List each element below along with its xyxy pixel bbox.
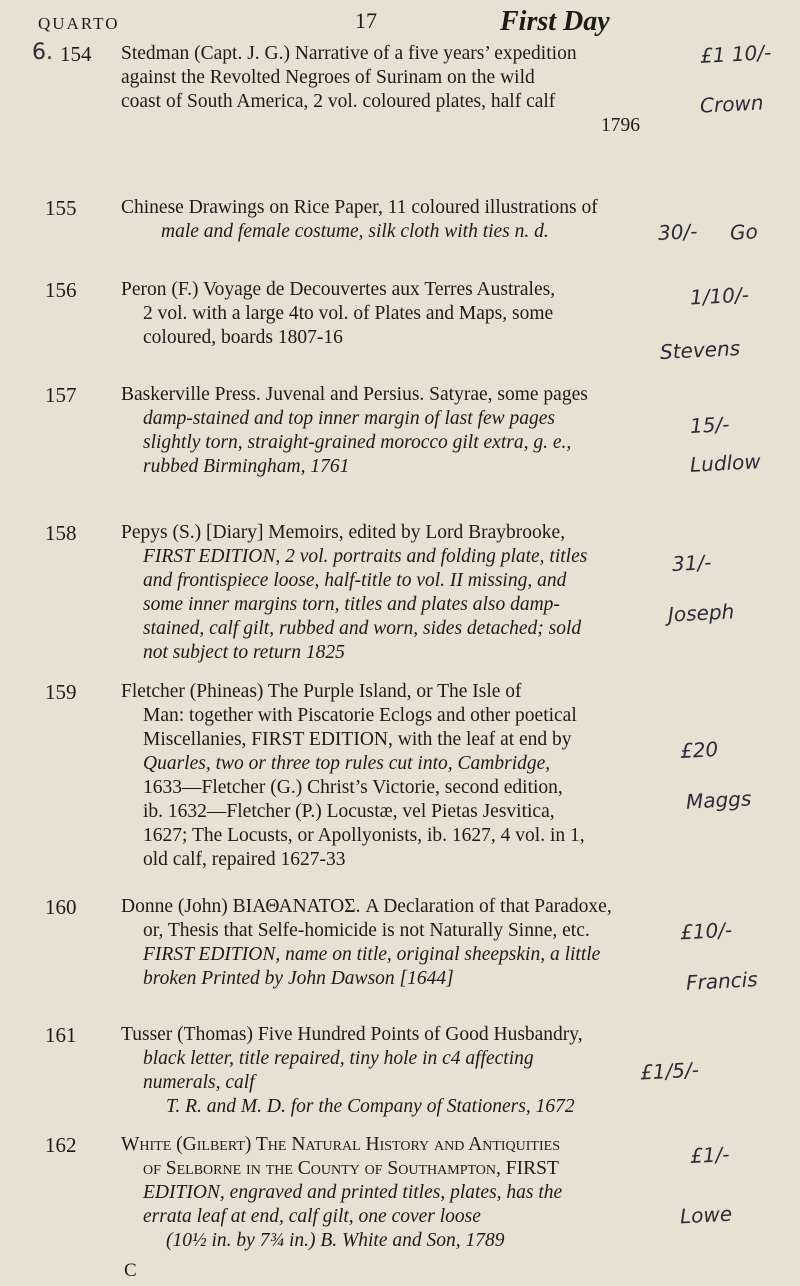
lot-line: coast of South America, 2 vol. coloured plates, half calf: [121, 91, 556, 112]
price-annotation: 31/-: [671, 549, 713, 577]
lot-description: [121, 680, 780, 872]
lot-line: T. R. and M. D. for the Company of Stationers, 1672: [166, 1096, 575, 1117]
buyer-annotation: Joseph: [667, 599, 735, 627]
lot-line: Peron (F.) Voyage de Decouvertes aux Terres Australes,: [121, 279, 556, 300]
lot-date: 1796: [601, 115, 640, 136]
lot-line: FIRST EDITION, 2 vol. portraits and folding plate, titles: [143, 546, 588, 567]
lot-line: Miscellanies, FIRST EDITION, with the leaf at end by: [143, 729, 572, 750]
lot-number: 162: [45, 1133, 77, 1157]
lot-line: EDITION, engraved and printed titles, plates, has the: [143, 1182, 563, 1203]
buyer-annotation: Ludlow: [689, 449, 762, 477]
lot-line: ib. 1632—Fletcher (P.) Locustæ, vel Pietas Jesvitica,: [143, 801, 555, 822]
lot-number: 160: [45, 895, 77, 919]
lot-number: 156: [45, 278, 77, 302]
lot-description: [121, 1133, 780, 1253]
lot-line: errata leaf at end, calf gilt, one cover loose: [143, 1206, 481, 1227]
price-annotation: £1 10/-: [699, 40, 772, 68]
lot-line: slightly torn, straight-grained morocco gilt extra, g. e.,: [143, 432, 572, 453]
lot-number: 159: [45, 680, 77, 704]
lot-line: stained, calf gilt, rubbed and worn, sides detached; sold: [143, 618, 582, 639]
lot-line: 1627; The Locusts, or Apollyonists, ib. 1627, 4 vol. in 1,: [143, 825, 585, 846]
page-number: 17: [355, 8, 377, 33]
lot-line: male and female costume, silk cloth with ties n. d.: [161, 221, 549, 242]
buyer-annotation: Maggs: [685, 786, 752, 814]
lot-line: Donne (John) ΒΙΑΘΑΝΑΤΟΣ. A Declaration of that Paradoxe,: [121, 896, 612, 917]
lot-line: 2 vol. with a large 4to vol. of Plates and Maps, some: [143, 303, 554, 324]
sale-day-heading: First Day: [500, 6, 610, 37]
lot-number: 161: [45, 1023, 77, 1047]
price-annotation: £1/5/-: [639, 1057, 700, 1085]
lot-number: 157: [45, 383, 77, 407]
lot-number: 155: [45, 196, 77, 220]
lot-line: numerals, calf: [143, 1072, 255, 1093]
price-annotation: £20: [679, 737, 719, 763]
lot-line: Fletcher (Phineas) The Purple Island, or The Isle of: [121, 681, 522, 702]
lot-number: 158: [45, 521, 77, 545]
lot-line: Man: together with Piscatorie Eclogs and other poetical: [143, 705, 577, 726]
buyer-annotation: Francis: [685, 967, 759, 995]
buyer-annotation: Stevens: [659, 335, 741, 365]
buyer-annotation: Crown: [699, 90, 765, 118]
lot-line: against the Revolted Negroes of Surinam on the wild: [121, 67, 535, 88]
lot-line: Chinese Drawings on Rice Paper, 11 coloured illustrations of: [121, 197, 598, 218]
price-annotation: £1/-: [689, 1141, 731, 1169]
lot-description: [121, 383, 780, 479]
lot-line: some inner margins torn, titles and plates also damp-: [143, 594, 560, 615]
lot-prefix-annotation: 6.: [32, 40, 53, 65]
lot-line: old calf, repaired 1627-33: [143, 849, 346, 870]
lot-number: 154: [60, 42, 92, 66]
lot-line: or, Thesis that Selfe-homicide is not Naturally Sinne, etc.: [143, 920, 590, 941]
lot-line: FIRST EDITION, name on title, original sheepskin, a little: [143, 944, 601, 965]
lot-line: coloured, boards 1807-16: [143, 327, 343, 348]
price-annotation: 30/-: [657, 218, 699, 246]
lot-line: Stedman (Capt. J. G.) Narrative of a five years’ expedition: [121, 43, 577, 64]
lot-description: [121, 521, 780, 665]
lot-description: [121, 42, 780, 138]
price-annotation: £10/-: [679, 917, 733, 945]
buyer-annotation: Go: [729, 219, 759, 245]
page-header: [38, 6, 770, 36]
lot-line: Quarles, two or three top rules cut into, Cambridge,: [143, 753, 551, 774]
lot-line: Pepys (S.) [Diary] Memoirs, edited by Lord Braybrooke,: [121, 522, 566, 543]
lot-line: Tusser (Thomas) Five Hundred Points of Good Husbandry,: [121, 1024, 583, 1045]
lot-line: broken Printed by John Dawson [1644]: [143, 968, 454, 989]
lot-line: Baskerville Press. Juvenal and Persius. Satyrae, some pages: [121, 384, 588, 405]
lot-line: damp-stained and top inner margin of last few pages: [143, 408, 556, 429]
lot-line: rubbed Birmingham, 1761: [143, 456, 350, 477]
lot-line: (10½ in. by 7¾ in.) B. White and Son, 1789: [166, 1230, 505, 1251]
lot-line: White (Gilbert) The Natural History and Antiquities: [121, 1134, 560, 1155]
lot-line: black letter, title repaired, tiny hole in c4 affecting: [143, 1048, 534, 1069]
lot-line: and frontispiece loose, half-title to vol. II missing, and: [143, 570, 567, 591]
lot-line: not subject to return 1825: [143, 642, 345, 663]
format-heading: QUARTO: [38, 14, 120, 33]
lot-line: 1633—Fletcher (G.) Christ’s Victorie, second edition,: [143, 777, 563, 798]
lot-line: of Selborne in the County of Southampton, FIRST: [143, 1158, 559, 1179]
price-annotation: 1/10/-: [689, 282, 750, 310]
buyer-annotation: Lowe: [679, 1201, 733, 1229]
price-annotation: 15/-: [689, 411, 731, 439]
signature-mark: C: [124, 1260, 137, 1281]
